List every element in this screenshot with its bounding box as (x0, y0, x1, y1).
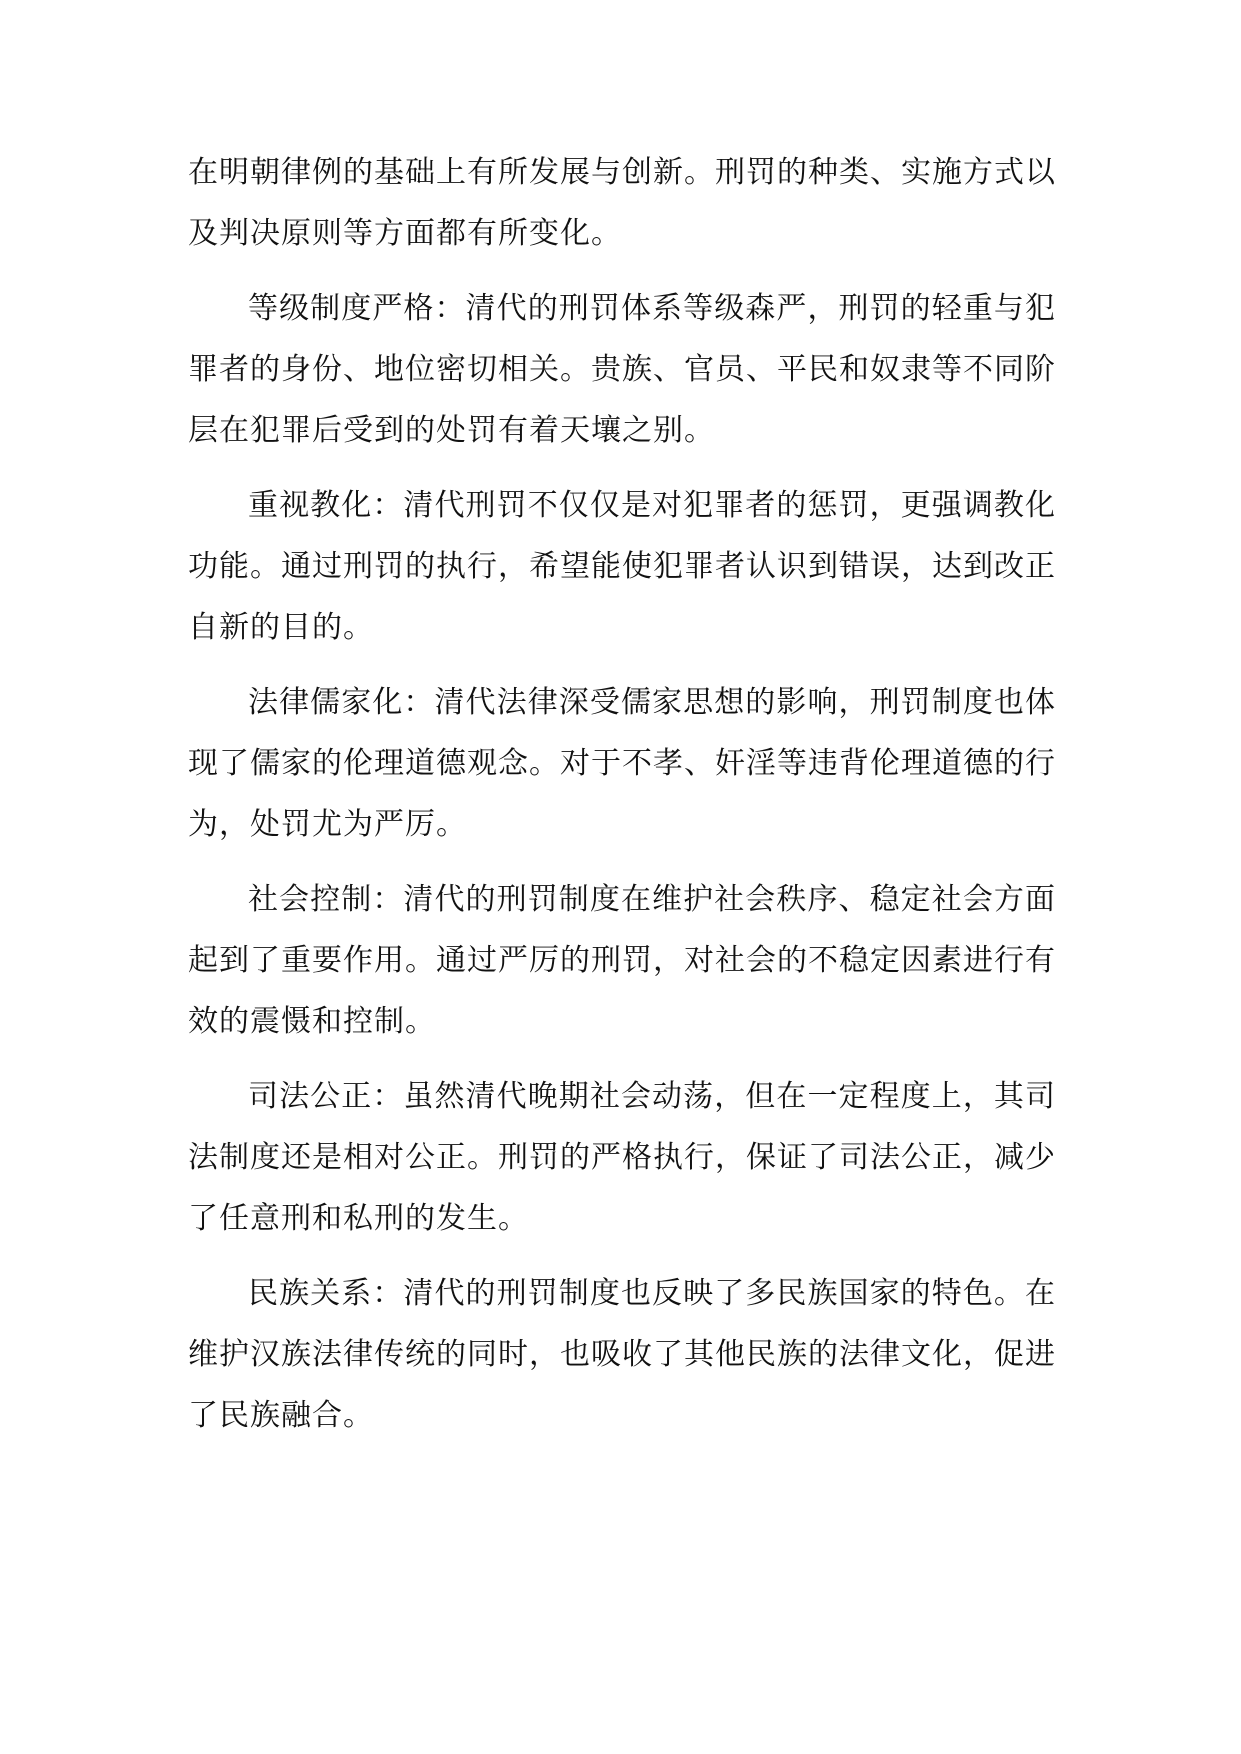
paragraph-education: 重视教化：清代刑罚不仅仅是对犯罪者的惩罚，更强调教化功能。通过刑罚的执行，希望能使犯罪者认识到错误，达到改正自新的目的。 (188, 488, 1056, 645)
paragraph-judicial-fairness: 司法公正：虽然清代晚期社会动荡，但在一定程度上，其司法制度还是相对公正。刑罚的严格执行，保证了司法公正，减少了任意刑和私刑的发生。 (188, 1079, 1056, 1236)
paragraph-ethnic-relations: 民族关系：清代的刑罚制度也反映了多民族国家的特色。在维护汉族法律传统的同时，也吸收了其他民族的法律文化，促进了民族融合。 (188, 1276, 1056, 1433)
paragraph-continuation: 在明朝律例的基础上有所发展与创新。刑罚的种类、实施方式以及判决原则等方面都有所变化。 (188, 155, 1056, 251)
document-body (188, 142, 1056, 1460)
paragraph-hierarchy: 等级制度严格：清代的刑罚体系等级森严，刑罚的轻重与犯罪者的身份、地位密切相关。贵族、官员、平民和奴隶等不同阶层在犯罪后受到的处罚有着天壤之别。 (188, 291, 1056, 448)
paragraph-social-control: 社会控制：清代的刑罚制度在维护社会秩序、稳定社会方面起到了重要作用。通过严厉的刑罚，对社会的不稳定因素进行有效的震慑和控制。 (188, 882, 1056, 1039)
paragraph-confucianization: 法律儒家化：清代法律深受儒家思想的影响，刑罚制度也体现了儒家的伦理道德观念。对于不孝、奸淫等违背伦理道德的行为，处罚尤为严厉。 (188, 685, 1056, 842)
